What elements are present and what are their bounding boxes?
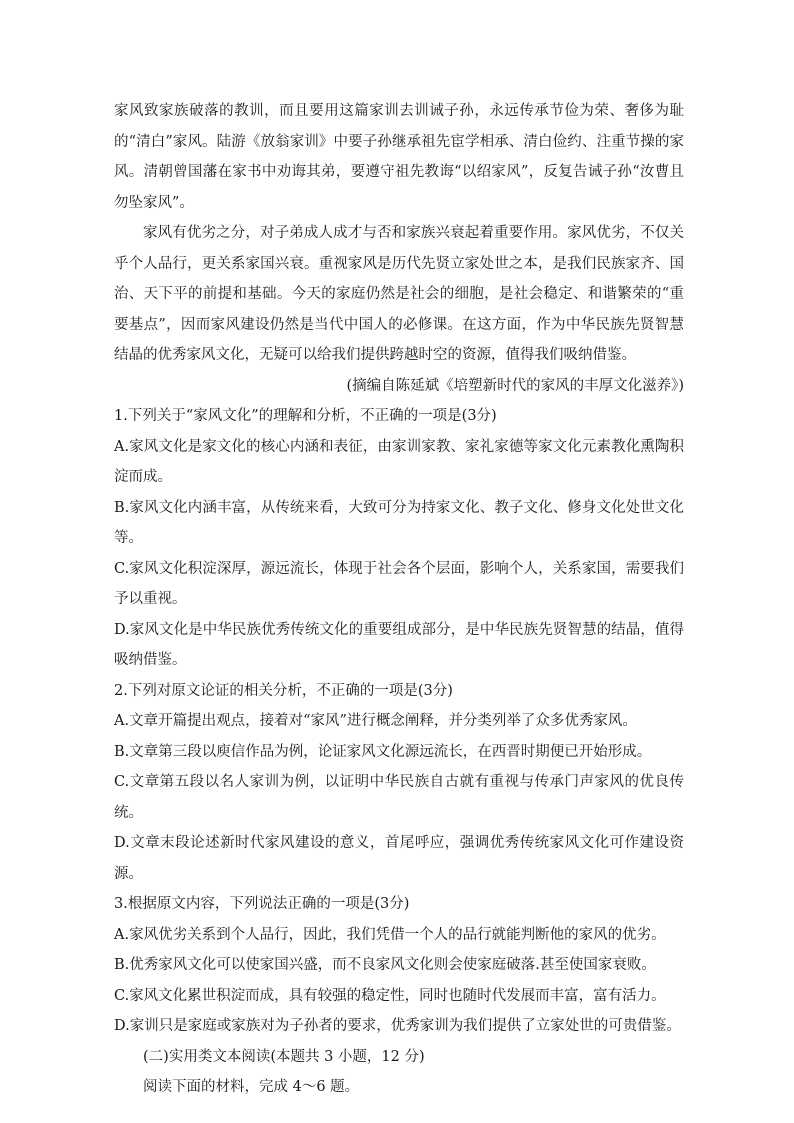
question-stem: 3.根据原文内容，下列说法正确的一项是(3分) xyxy=(114,896,410,912)
question-option: C.家风文化积淀深厚，源远流长，体现于社会各个层面，影响个人，关系家国，需要我们予以重视。 xyxy=(114,560,684,607)
question-1 xyxy=(114,401,684,676)
passage-paragraph-2: 家风有优劣之分，对子弟成人成才与否和家族兴衰起着重要作用。家风优劣，不仅关乎个人品行，更关系家国兴衰。重视家风是历代先贤立家处世之本，是我们民族家齐、国治、天下平的前提和基础。今天的家庭仍然是社会的细胞，是社会稳定、和谐繁荣的“重要基点”，因而家风建设仍然是当代中国人的必修课。在这方面，作为中华民族先贤智慧结晶的优秀家风文化，无疑可以给我们提供跨越时空的资源，值得我们吸纳借鉴。 xyxy=(114,225,684,363)
section-instruction: 阅读下面的材料，完成 4～6 题。 xyxy=(143,1079,360,1095)
question-stem: 2.下列对原文论证的相关分析，不正确的一项是(3分) xyxy=(114,682,453,699)
question-option: C.家风文化累世积淀而成，具有较强的稳定性，同时也随时代发展而丰富，富有活力。 xyxy=(114,987,666,1004)
question-option: A.家风优劣关系到个人品行，因此，我们凭借一个人的品行就能判断他的家风的优劣。 xyxy=(114,926,666,943)
question-option: B.家风文化内涵丰富，从传统来看，大致可分为持家文化、教子文化、修身文化处世文化等。 xyxy=(114,499,684,546)
question-option: D.家风文化是中华民族优秀传统文化的重要组成部分，是中华民族先贤智慧的结晶，值得吸纳借鉴。 xyxy=(114,621,684,668)
question-stem: 1.下列关于“家风文化”的理解和分析，不正确的一项是(3分) xyxy=(114,408,497,424)
question-option: D.家训只是家庭或家族对为子孙者的要求，优秀家训为我们提供了立家处世的可贵借鉴。 xyxy=(114,1018,681,1034)
document-page xyxy=(114,96,684,1103)
question-option: D.文章末段论述新时代家风建设的意义，首尾呼应，强调优秀传统家风文化可作建设资源。 xyxy=(114,835,684,882)
question-3 xyxy=(114,889,684,1042)
question-option: A.文章开篇提出观点，接着对“家风”进行概念阐释，并分类列举了众多优秀家风。 xyxy=(114,713,637,729)
passage-paragraph-1: 家风致家族破落的教训，而且要用这篇家训去训诫子孙，永远传承节俭为荣、奢侈为耻的“清白”家风。陆游《放翁家训》中要子孙继承祖先宦学相承、清白俭约、注重节操的家风。清朝曾国藩在家书中劝诲其弟，要遵守祖先教诲“以绍家风”，反复告诫子孙“汝曹且勿坠家风”。 xyxy=(114,103,684,211)
question-option: B.优秀家风文化可以使家国兴盛，而不良家风文化则会使家庭破落.甚至使国家衰败。 xyxy=(114,957,656,973)
question-option: A.家风文化是家文化的核心内涵和表征，由家训家教、家礼家德等家文化元素教化熏陶积淀而成。 xyxy=(114,438,684,485)
question-2 xyxy=(114,676,684,890)
question-option: C.文章第五段以名人家训为例，以证明中华民族自古就有重视与传承门声家风的优良传统。 xyxy=(114,774,684,821)
question-option: B.文章第三段以庾信作品为例，论证家风文化源远流长，在西晋时期便已开始形成。 xyxy=(114,743,652,760)
section-heading: (二)实用类文本阅读(本题共 3 小题，12 分) xyxy=(143,1048,425,1065)
passage-source: (摘编自陈延斌《培塑新时代的家风的丰厚文化滋养》) xyxy=(346,377,684,394)
